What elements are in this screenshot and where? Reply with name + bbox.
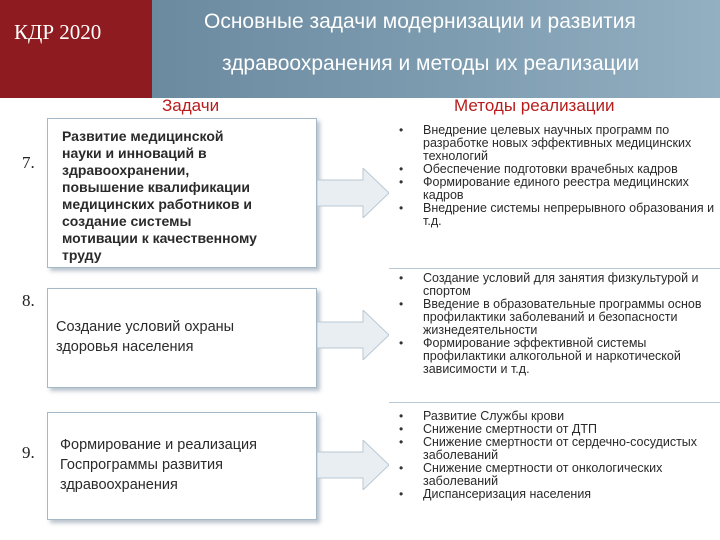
method-item: • Снижение смертности от онкологических заболеваний [397,462,720,488]
task-line: мотивации к качественному [62,230,257,246]
header-title-bar [152,0,720,98]
row-divider [389,268,720,269]
task-line: создание системы [62,213,192,229]
task-line: здравоохранении, [62,162,190,178]
method-item: • Создание условий для занятия физкультурой и спортом [397,272,720,298]
method-item: • Внедрение целевых научных программ по разработке новых эффективных медицинских технологий [397,124,720,163]
method-item: • Обеспечение подготовки врачебных кадров [397,163,720,176]
method-item: • Снижение смертности от ДТП [397,423,720,436]
page-title-line-1: Основные задачи модернизации и развития [204,10,636,33]
method-item: • Формирование единого реестра медицинских кадров [397,176,720,202]
method-item: • Формирование эффективной системы профилактики алкогольной и наркотической зависимости и т.д. [397,337,720,376]
task-box [47,412,317,520]
task-line: науки и инноваций в [62,145,207,161]
task-line: труду [62,247,102,263]
arrow-right-icon [317,168,389,218]
method-item: • Диспансеризация населения [397,488,720,501]
task-box [47,118,317,268]
method-item: • Внедрение системы непрерывного образования и т.д. [397,202,720,228]
method-item: • Введение в образовательные программы основ профилактики заболеваний и безопасности жизнедеятельности [397,298,720,337]
row-number: 8. [22,291,35,310]
tasks-column-title: Задачи [162,96,220,115]
methods-box [389,272,720,400]
methods-box [389,124,720,264]
task-line: здоровья населения [56,339,194,355]
page-title-line-2: здравоохранения и методы их реализации [222,52,640,75]
arrow-right-icon [317,440,389,490]
method-item: • Развитие Службы крови [397,410,720,423]
row-number: 7. [22,153,35,172]
task-line: Развитие медицинской [62,128,224,144]
brand-label: КДР 2020 [14,20,102,44]
arrow-right-icon [317,310,389,360]
task-line: медицинских работников и [62,196,252,212]
method-item: • Снижение смертности от сердечно-сосудистых заболеваний [397,436,720,462]
task-line: повышение квалификации [62,179,250,195]
task-line: Создание условий охраны [56,319,235,335]
task-line: Госпрограммы развития [60,457,223,473]
row-number: 9. [22,443,35,462]
methods-column-title: Методы реализации [454,96,615,115]
task-box [47,288,317,388]
task-line: здравоохранения [60,477,178,493]
task-line: Формирование и реализация [60,437,258,453]
row-divider [389,402,720,403]
methods-box [389,410,720,530]
header-brand-panel [0,0,152,98]
